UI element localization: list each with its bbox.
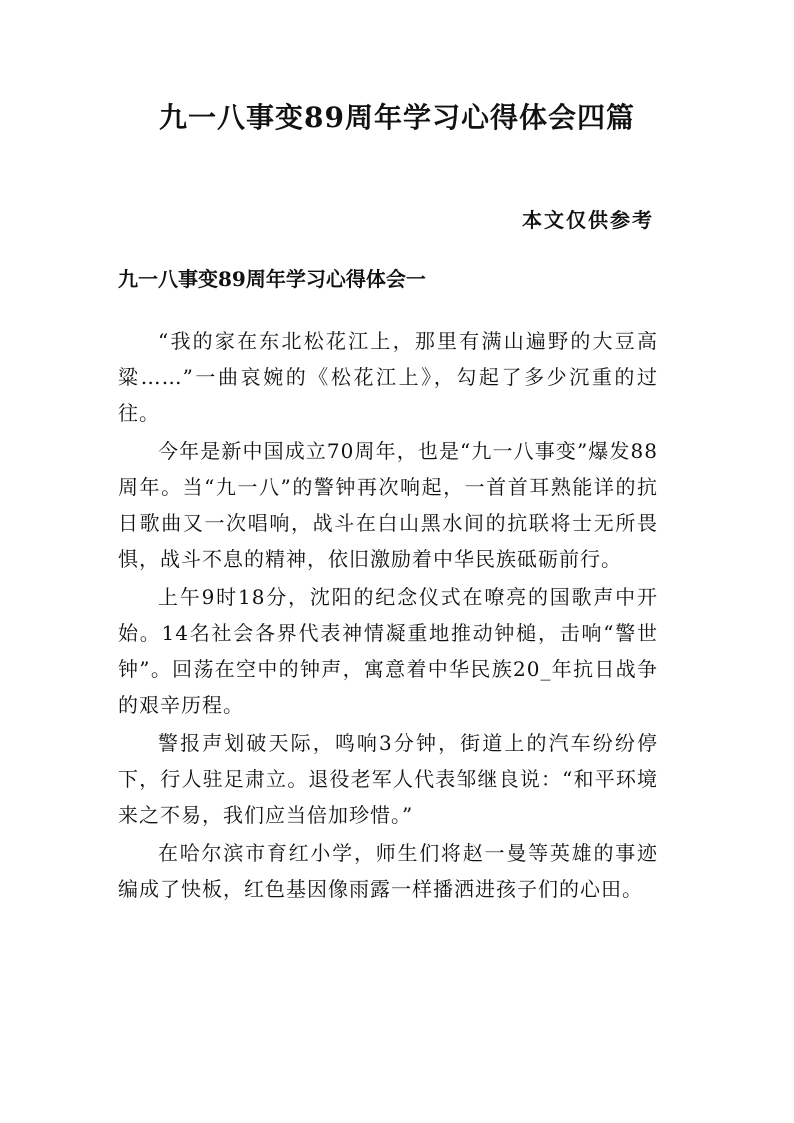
- paragraph: 警报声划破天际，鸣响3分钟，街道上的汽车纷纷停下，行人驻足肃立。退役老军人代表邹继良说：“和平环境来之不易，我们应当倍加珍惜。”: [118, 731, 658, 827]
- paragraph: “我的家在东北松花江上，那里有满山遍野的大豆高粱……”一曲哀婉的《松花江上》，勾起了多少沉重的过往。: [118, 329, 658, 425]
- document-title: 九一八事变89周年学习心得体会四篇: [159, 101, 635, 134]
- paragraph: 在哈尔滨市育红小学，师生们将赵一曼等英雄的事迹编成了快板，红色基因像雨露一样播洒进孩子们的心田。: [118, 841, 658, 901]
- paragraph: 上午9时18分，沈阳的纪念仪式在嘹亮的国歌声中开始。14名社会各界代表神情凝重地推动钟槌，击响“警世钟”。回荡在空中的钟声，寓意着中华民族20_年抗日战争的艰辛历程。: [118, 585, 658, 717]
- section-heading: 九一八事变89周年学习心得体会一: [118, 267, 426, 291]
- paragraph: 今年是新中国成立70周年，也是“九一八事变”爆发88周年。当“九一八”的警钟再次响起，一首首耳熟能详的抗日歌曲又一次唱响，战斗在白山黑水间的抗联将士无所畏惧，战斗不息的精神，依旧激励着中华民族砥砺前行。: [118, 439, 658, 571]
- reference-note: 本文仅供参考: [522, 208, 654, 232]
- body-text: [118, 323, 658, 909]
